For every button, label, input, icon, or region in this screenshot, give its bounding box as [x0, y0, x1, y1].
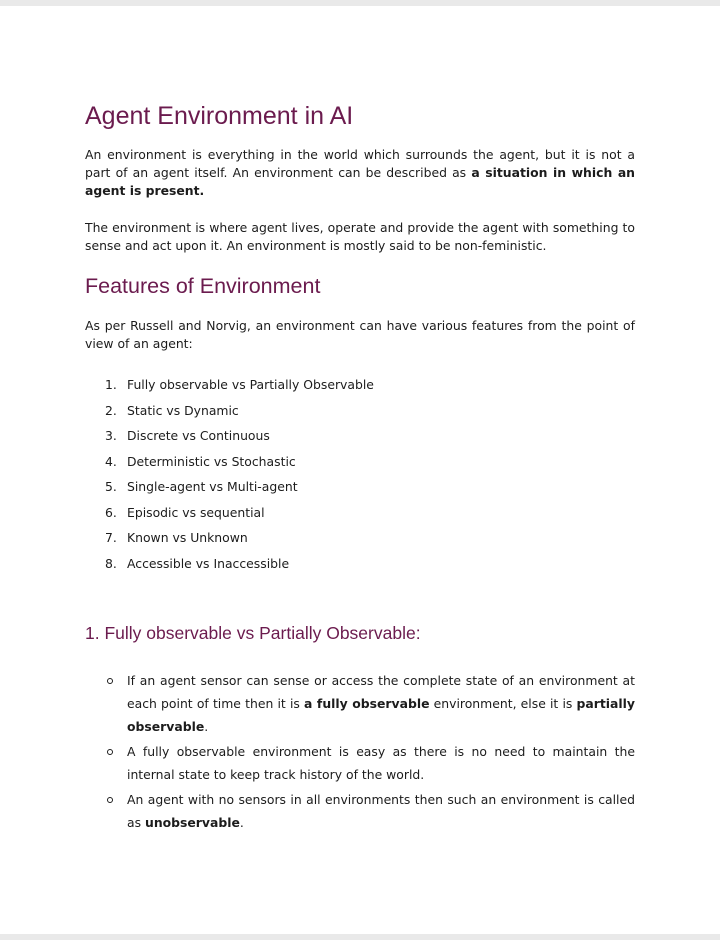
list-number: 7. [105, 530, 117, 545]
list-item [105, 375, 374, 401]
list-number: 2. [105, 402, 117, 418]
intro-paragraph-1 [85, 146, 635, 200]
features-intro: As per Russell and Norvig, an environment can have various features from the point of view of an agent: [85, 318, 635, 351]
list-item [105, 554, 374, 580]
bullet-text: A fully observable environment is easy as there is no need to maintain the internal state to keep track history of the world. [127, 744, 635, 782]
list-number: 6. [105, 504, 117, 520]
list-label: Discrete vs Continuous [127, 428, 270, 443]
list-item [105, 452, 374, 478]
list-label: Known vs Unknown [127, 530, 248, 545]
page-title: Agent Environment in AI [85, 102, 354, 130]
list-label: Episodic vs sequential [127, 504, 265, 520]
bold-term: unobservable [145, 815, 240, 830]
list-item [105, 401, 374, 427]
list-item [105, 528, 374, 554]
circle-bullet-icon [107, 678, 113, 684]
list-number: 8. [105, 555, 117, 571]
list-number: 4. [105, 453, 117, 469]
bullet-text: . [204, 719, 209, 734]
circle-bullet-icon [107, 797, 113, 803]
list-label: Accessible vs Inaccessible [127, 555, 290, 571]
section1-bullets [105, 669, 635, 836]
bold-term: partially observable [127, 696, 635, 734]
list-label: Single-agent vs Multi-agent [127, 479, 298, 494]
list-item [105, 477, 374, 503]
bullet-text: If an agent sensor can sense or access the complete state of an environment at each point of time then it is [127, 673, 635, 711]
bullet-text: environment, else it is [429, 696, 577, 711]
list-label: Static vs Dynamic [127, 402, 239, 418]
document-page [0, 6, 720, 934]
bullet-item [105, 788, 635, 834]
list-number: 5. [105, 479, 117, 494]
list-item [105, 426, 374, 452]
intro-text: An environment is everything in the world which surrounds the agent, but it is not a part of an agent itself. An environment can be described as [85, 147, 635, 180]
intro-paragraph-2: The environment is where agent lives, operate and provide the agent with something to sense and act upon it. An environment is mostly said to be non-feministic. [85, 220, 635, 253]
circle-bullet-icon [107, 749, 113, 755]
list-number: 3. [105, 428, 117, 443]
bold-term: a fully observable [304, 696, 430, 711]
features-heading: Features of Environment [85, 274, 321, 298]
intro-bold-text: a situation in which an agent is present. [85, 165, 635, 198]
bullet-text: An agent with no sensors in all environments then such an environment is called as [127, 792, 635, 830]
section1-heading: 1. Fully observable vs Partially Observable: [85, 623, 421, 643]
list-number: 1. [105, 377, 117, 392]
list-label: Deterministic vs Stochastic [127, 453, 296, 469]
bullet-text: . [239, 815, 244, 830]
features-list [105, 375, 374, 579]
bullet-item [105, 740, 635, 786]
list-label: Fully observable vs Partially Observable [127, 377, 374, 392]
bullet-item [105, 669, 635, 738]
list-item [105, 503, 374, 529]
